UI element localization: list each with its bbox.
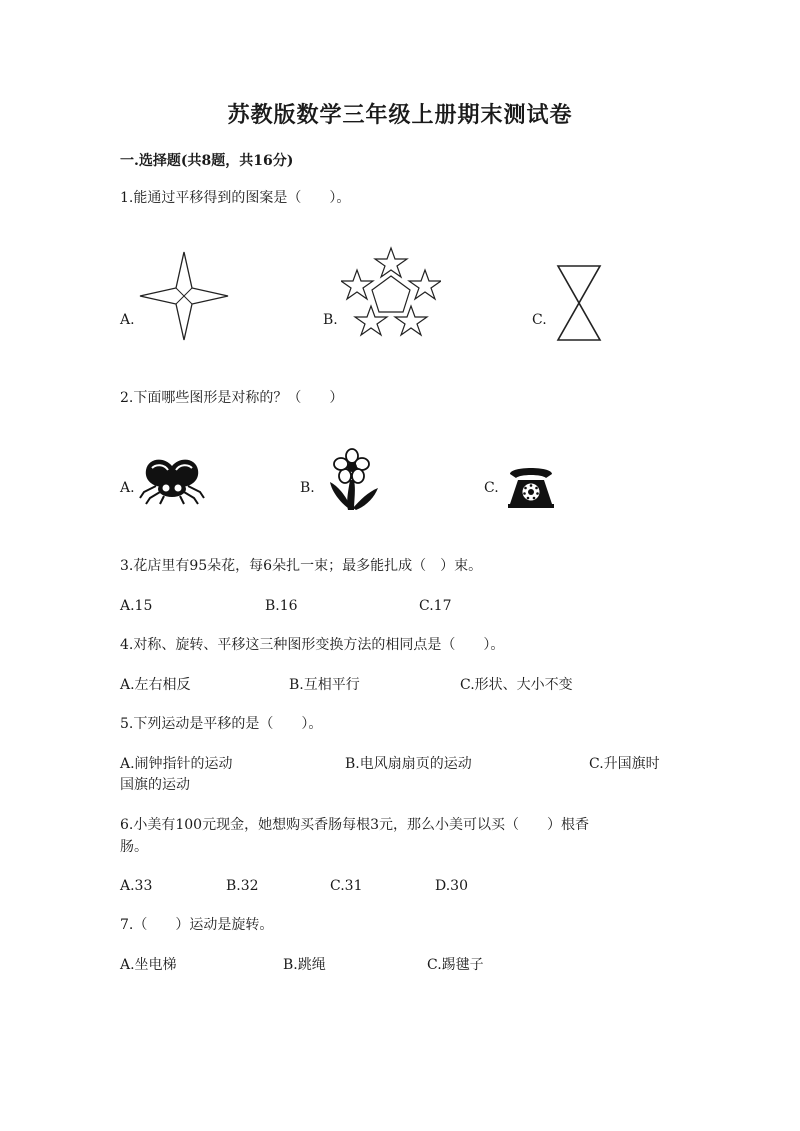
insect-figure [138, 456, 206, 506]
question-5-option-b: B.电风扇扇页的运动 [345, 756, 472, 772]
question-6-text: 6.小美有100元现金，她想购买香肠每根3元，那么小美可以买（ ）根香 [120, 817, 589, 833]
question-4-option-b: B.互相平行 [289, 677, 360, 693]
telephone-figure [506, 464, 556, 510]
four-point-star-figure [138, 250, 230, 342]
question-5-option-c: C.升国旗时 [589, 756, 660, 772]
question-4-option-c: C.形状、大小不变 [460, 677, 573, 693]
question-6-option-b: B.32 [226, 878, 259, 894]
question-1-option-a-label: A. [120, 312, 135, 328]
question-5-option-a: A.闹钟指针的运动 [120, 756, 233, 772]
question-7-option-b: B.跳绳 [283, 957, 326, 973]
question-5-text: 5.下列运动是平移的是（ ）。 [120, 716, 323, 732]
question-4-text: 4.对称、旋转、平移这三种图形变换方法的相同点是（ ）。 [120, 637, 505, 653]
question-7-option-a: A.坐电梯 [120, 957, 177, 973]
question-1-option-c-label: C. [532, 312, 547, 328]
question-5-option-c-continued: 国旗的运动 [120, 777, 190, 793]
question-7-option-c: C.踢毽子 [427, 957, 484, 973]
question-1-option-b-label: B. [323, 312, 338, 328]
question-6-option-c: C.31 [330, 878, 363, 894]
question-2-option-a-label: A. [120, 480, 135, 496]
question-7-text: 7.（ ）运动是旋转。 [120, 917, 274, 933]
hourglass-figure [556, 264, 602, 342]
question-3-text: 3.花店里有95朵花，每6朵扎一束；最多能扎成（ ）束。 [120, 558, 483, 574]
section-heading: 一.选择题(共8题，共16分) [120, 153, 294, 169]
five-stars-pentagon-figure [341, 246, 441, 340]
flower-figure [326, 448, 380, 512]
question-2-option-c-label: C. [484, 480, 499, 496]
question-3-option-c: C.17 [419, 598, 452, 614]
question-6-text-continued: 肠。 [120, 839, 148, 855]
page-title: 苏教版数学三年级上册期末测试卷 [227, 102, 573, 128]
question-1-text: 1.能通过平移得到的图案是（ ）。 [120, 190, 351, 206]
question-2-option-b-label: B. [300, 480, 315, 496]
question-2-text: 2.下面哪些图形是对称的？（ ） [120, 390, 344, 406]
question-6-option-a: A.33 [120, 878, 153, 894]
question-3-option-a: A.15 [120, 598, 153, 614]
question-3-option-b: B.16 [265, 598, 298, 614]
question-6-option-d: D.30 [435, 878, 468, 894]
question-4-option-a: A.左右相反 [120, 677, 191, 693]
